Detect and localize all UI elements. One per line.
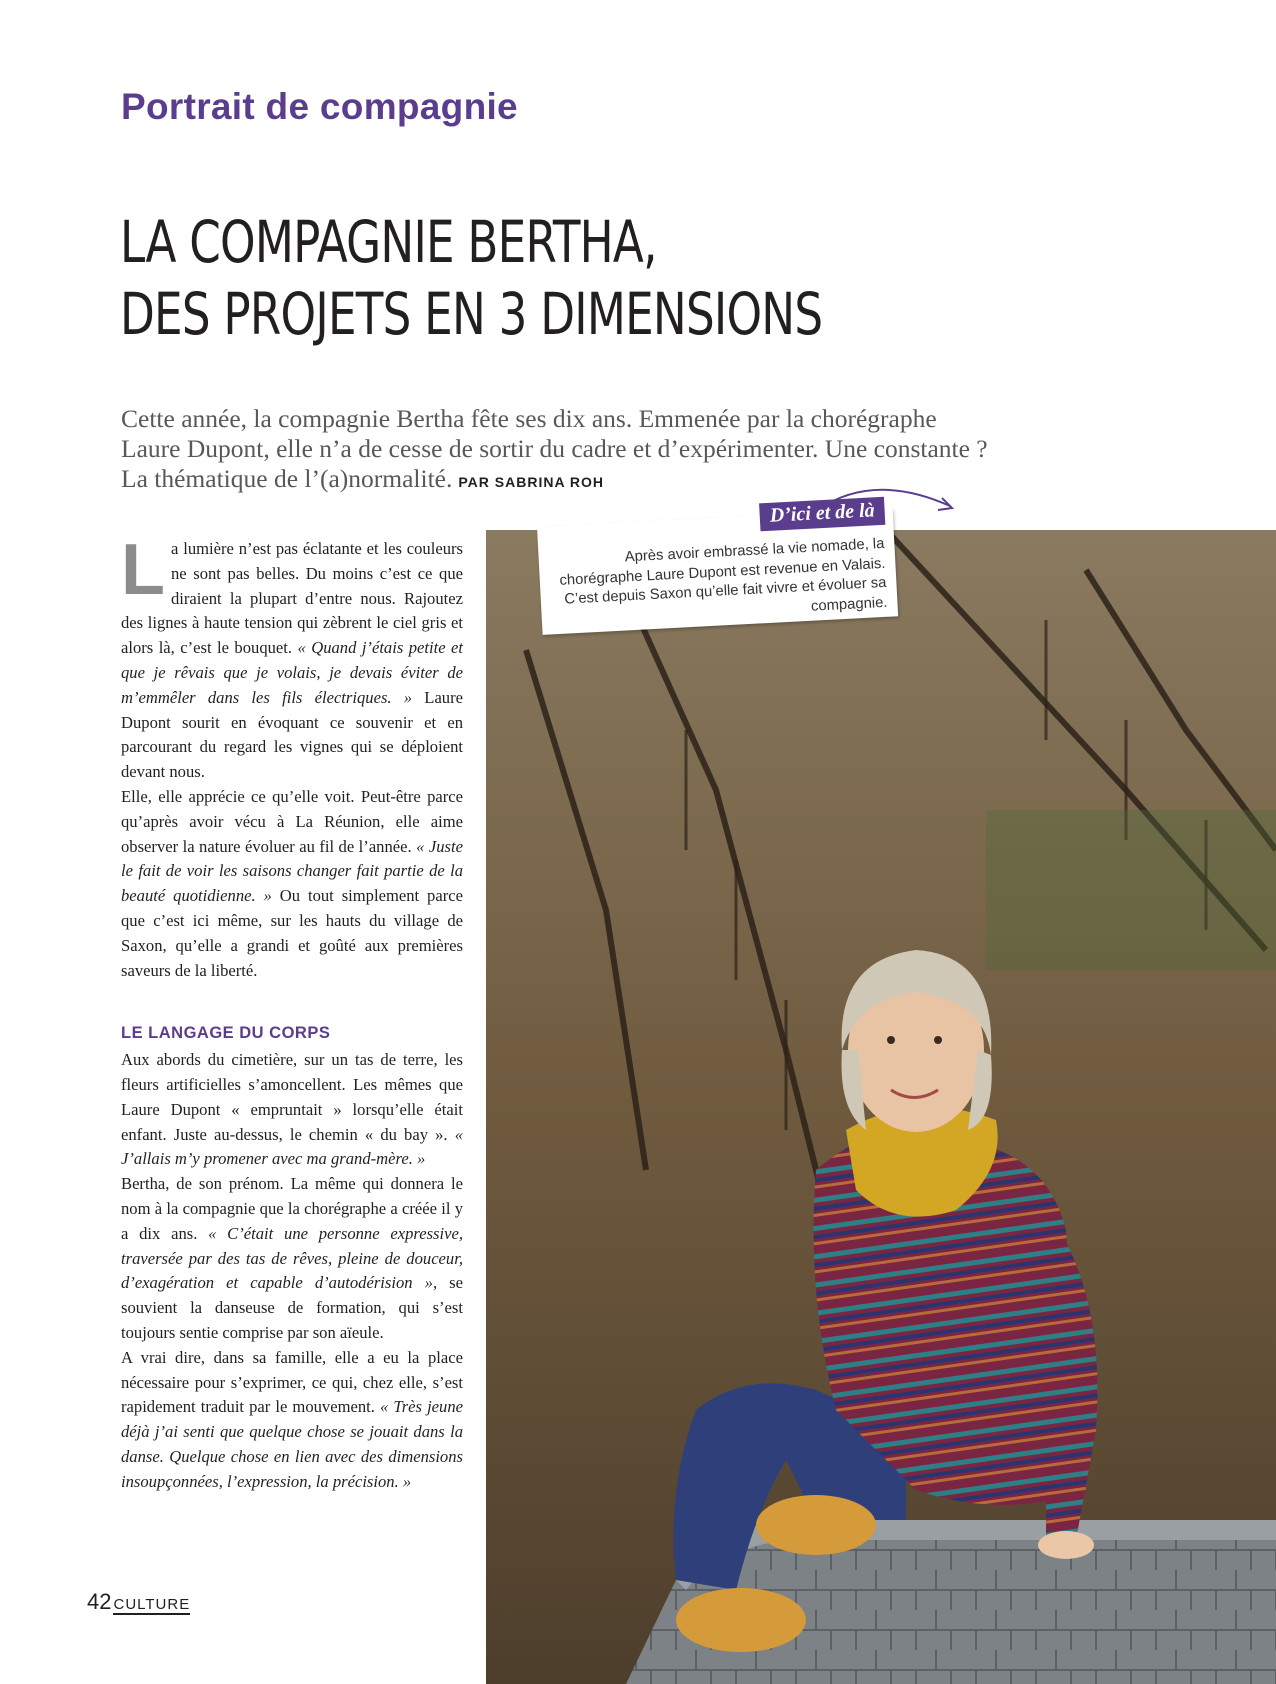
article-lead bbox=[121, 404, 1121, 497]
paragraph-2-text-b: Ou tout simplement parce que c’est ici même, sur les hauts du village de Saxon, qu’elle a grandi et goûté aux premières saveurs de la liberté. bbox=[121, 886, 463, 980]
drop-cap: L bbox=[121, 530, 165, 610]
article-body bbox=[121, 530, 464, 1494]
paragraph-5-text-a: A vrai dire, dans sa famille, elle a eu la place nécessaire pour s’exprimer, ce qui, chez elle, s’est rapidement traduit par le mouvement. bbox=[121, 1347, 463, 1417]
lead-line-3-text: La thématique de l’(a)normalité. bbox=[121, 464, 453, 493]
photo-caption-box bbox=[537, 499, 898, 634]
section-name: CULTURE bbox=[113, 1596, 191, 1613]
lead-line-1: Cette année, la compagnie Bertha fête ses dix ans. Emmenée par la chorégraphe bbox=[121, 404, 937, 433]
paragraph-3-quote: « J’allais m’y promener avec ma grand-mère. » bbox=[121, 1124, 463, 1169]
lead-line-3 bbox=[121, 464, 1121, 497]
paragraph-3 bbox=[121, 1048, 463, 1172]
paragraph-1 bbox=[121, 530, 464, 785]
paragraph-2 bbox=[121, 785, 463, 983]
paragraph-5-quote: « Très jeune déjà j’ai senti que quelque chose se jouait dans la danse. Quelque chose en lien avec des dimensions insoupçonnées, l’expression, la précision. » bbox=[121, 1397, 463, 1491]
section-kicker: Portrait de compagnie bbox=[121, 86, 518, 127]
page-folio bbox=[87, 1589, 190, 1615]
paragraph-3-text-a: Aux abords du cimetière, sur un tas de terre, les fleurs artificielles s’amoncellent. Les mêmes que Laure Dupont « empruntait » lorsqu’elle était enfant. Juste au-dessus, le chemin « du bay ». bbox=[121, 1050, 463, 1144]
paragraph-1-quote: « Quand j’étais petite et que je rêvais que je volais, je devais éviter de m’emmêler dans les fils électriques. » bbox=[121, 638, 464, 707]
page-number: 42 bbox=[87, 1589, 112, 1614]
paragraph-2-text-a: Elle, elle apprécie ce qu’elle voit. Peut-être parce qu’après avoir vécu à La Réunion, elle aime observer la nature évoluer au fil de l’année. bbox=[121, 786, 463, 856]
article-headline bbox=[120, 206, 962, 350]
caption-title: D’ici et de là bbox=[759, 497, 885, 532]
paragraph-4-text-b: , se souvient la danseuse de formation, qui s’est toujours sentie comprise par son aïeule. bbox=[121, 1273, 463, 1342]
paragraph-4-text-a: Bertha, de son prénom. La même qui donnera le nom à la compagnie que la chorégraphe a créée il y a dix ans. bbox=[121, 1174, 463, 1243]
headline-line-2: DES PROJETS EN 3 DIMENSIONS bbox=[120, 280, 823, 348]
paragraph-4-quote: « C’était une personne expressive, traversée par des tas de rêves, pleine de douceur, d’exagération et capable d’autodérision » bbox=[121, 1223, 463, 1293]
paragraph-5 bbox=[121, 1346, 463, 1495]
byline: PAR SABRINA ROH bbox=[458, 474, 605, 490]
caption-text: Après avoir embrassé la vie nomade, la chorégraphe Laure Dupont est revenue en Valais. C’est depuis Saxon qu’elle fait vivre et évoluer sa compagnie. bbox=[559, 535, 888, 615]
paragraph-1-text-b: Laure Dupont sourit en évoquant ce souvenir et en parcourant du regard les vignes qui se déploient devant nous. bbox=[121, 687, 463, 782]
headline-line-1: LA COMPAGNIE BERTHA, bbox=[120, 208, 657, 276]
paragraph-4 bbox=[121, 1172, 463, 1346]
portrait-photo bbox=[486, 530, 1276, 1684]
paragraph-1-text-a: a lumière n’est pas éclatante et les couleurs ne sont pas belles. Du moins c’est ce que diraient la plupart d’entre nous. Rajoutez des lignes à haute tension qui zèbrent le ciel gris et alors là, c’est le bouquet. bbox=[121, 539, 463, 658]
paragraph-2-quote: « Juste le fait de voir les saisons changer fait partie de la beauté quotidienne. » bbox=[121, 836, 463, 906]
subheading: LE LANGAGE DU CORPS bbox=[121, 1024, 331, 1043]
lead-line-2: Laure Dupont, elle n’a de cesse de sortir du cadre et d’expérimenter. Une constante ? bbox=[121, 434, 988, 463]
